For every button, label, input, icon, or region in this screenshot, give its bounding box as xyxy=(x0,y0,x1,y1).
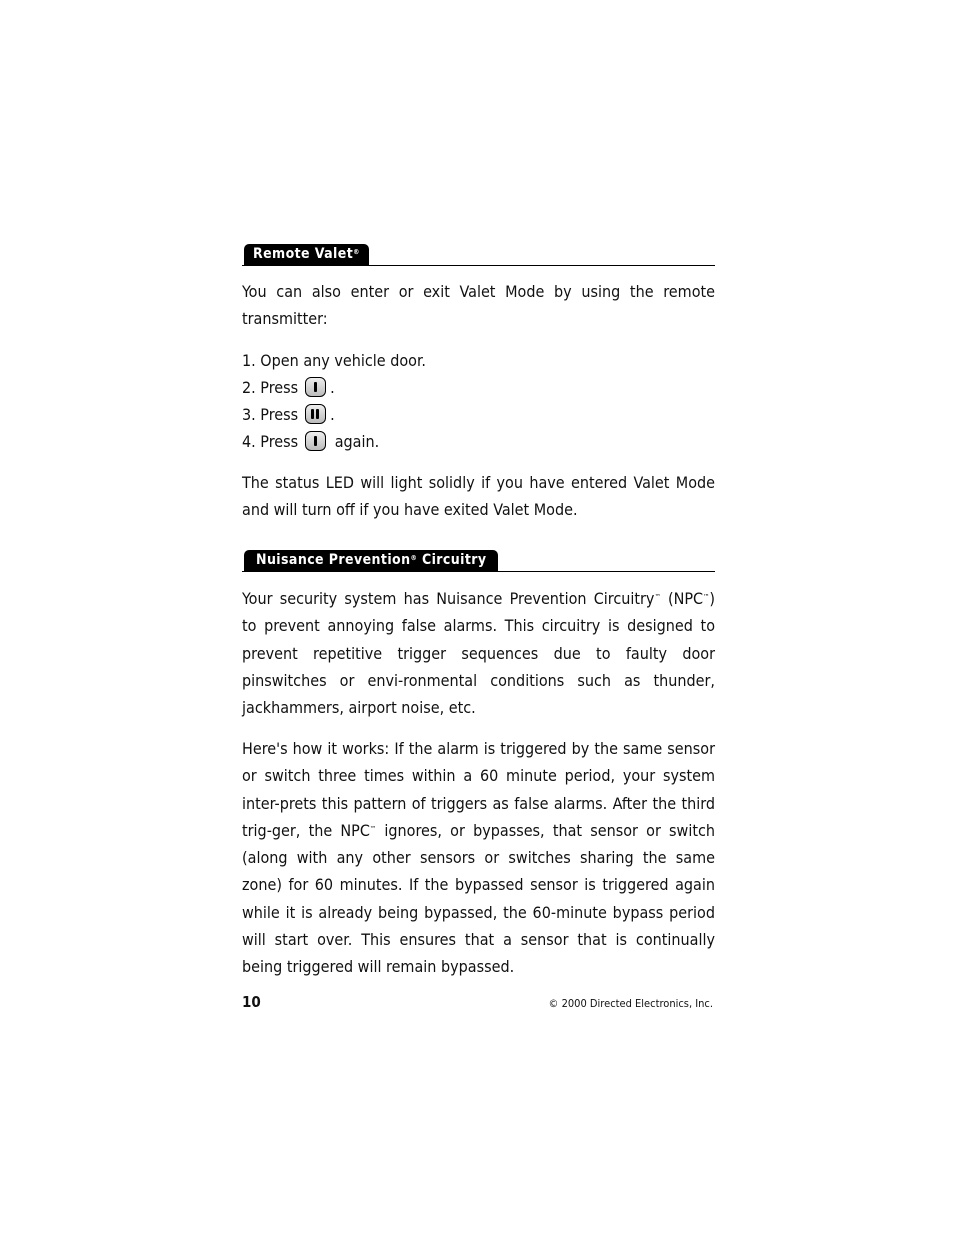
button-one-bar-icon xyxy=(305,431,326,451)
npc-p2-b: ignores, or bypasses, that sensor or switch (along with any other sensors or switches sharing the same zone) for 60 minutes. If the bypassed sensor is triggered again while it is already being bypassed, the 60-minute bypass period will start over. This ensures that a sensor that is continually being triggered will remain bypassed. xyxy=(242,820,715,977)
remote-valet-title: Remote Valet xyxy=(253,246,354,262)
npc-paragraph-2 xyxy=(242,735,715,981)
npc-p1-b: (NPC xyxy=(660,589,704,608)
step-2 xyxy=(242,378,335,399)
npc-title-a: Nuisance Prevention xyxy=(256,552,411,568)
status-led-paragraph: The status LED will light solidly if you have entered Valet Mode and will turn off if you have exited Valet Mode. xyxy=(242,473,715,520)
trademark-mark: ™ xyxy=(654,593,661,601)
step-3 xyxy=(242,405,335,426)
registered-mark: ® xyxy=(410,554,418,562)
page-number: 10 xyxy=(242,993,261,1011)
trademark-mark: ™ xyxy=(369,824,377,833)
remote-valet-tab xyxy=(244,244,369,265)
trademark-mark: ™ xyxy=(703,593,710,601)
step-3-suffix: . xyxy=(330,405,335,424)
npc-tab xyxy=(244,550,498,571)
step-4-text: 4. Press xyxy=(242,432,299,451)
copyright: © 2000 Directed Electronics, Inc. xyxy=(548,997,713,1010)
step-2-text: 2. Press xyxy=(242,378,299,397)
step-4 xyxy=(242,432,379,453)
button-one-bar-icon xyxy=(305,377,326,397)
remote-valet-intro: You can also enter or exit Valet Mode by using the remote transmitter: xyxy=(242,282,715,329)
step-1 xyxy=(242,351,426,371)
button-two-bar-icon xyxy=(305,404,326,424)
step-2-suffix: . xyxy=(330,378,335,397)
step-1-text: 1. Open any vehicle door. xyxy=(242,351,426,370)
npc-p1-a: Your security system has Nuisance Prevention Circuitry xyxy=(242,589,655,608)
step-3-text: 3. Press xyxy=(242,405,299,424)
npc-paragraph-1 xyxy=(242,585,715,721)
registered-mark: ® xyxy=(353,248,360,256)
remote-valet-header xyxy=(242,243,715,266)
npc-title-b: Circuitry xyxy=(417,552,487,568)
npc-header xyxy=(242,549,715,572)
npc-p1-c: ) to prevent annoying false alarms. This circuitry is designed to prevent repetitive trigger sequences due to faulty door pinswitches or envi-ronmental conditions such as thunder, jackhammers, airport noise, etc. xyxy=(242,589,716,718)
step-4-suffix: again. xyxy=(334,432,380,451)
npc-p2-a: Here's how it works: If the alarm is triggered by the same sensor or switch three times within a 60 minute period, your system inter-prets this pattern of triggers as false alarms. After the third trig-ger, the NPC xyxy=(242,739,715,840)
